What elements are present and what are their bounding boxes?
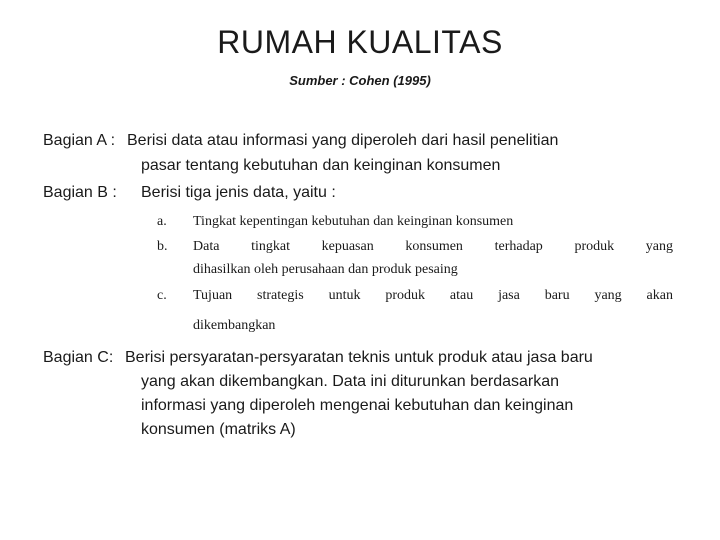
section-a-line-1: Berisi data atau informasi yang diperoleh dari hasil penelitian bbox=[127, 132, 559, 149]
list-marker-a: a. bbox=[157, 214, 167, 229]
source-citation: Sumber : Cohen (1995) bbox=[289, 73, 431, 88]
page-title: RUMAH KUALITAS bbox=[217, 24, 503, 60]
list-item-c-line-1: Tujuan strategis untuk produk atau jasa baru yang akan bbox=[193, 288, 673, 303]
list-item-a: Tingkat kepentingan kebutuhan dan keinginan konsumen bbox=[193, 214, 514, 229]
section-a-line-2: pasar tentang kebutuhan dan keinginan konsumen bbox=[141, 157, 501, 174]
section-a-label: Bagian A : bbox=[43, 132, 116, 149]
list-marker-b: b. bbox=[157, 239, 168, 254]
list-item-b-line-1: Data tingkat kepuasan konsumen terhadap produk yang bbox=[193, 239, 673, 254]
section-c-line-1: Berisi persyaratan-persyaratan teknis untuk produk atau jasa baru bbox=[125, 349, 593, 366]
list-item-c-line-2: dikembangkan bbox=[193, 318, 276, 333]
section-c-label: Bagian C: bbox=[43, 349, 114, 366]
section-c-line-3: informasi yang diperoleh mengenai kebutuhan dan keinginan bbox=[141, 397, 574, 414]
list-marker-c: c. bbox=[157, 288, 167, 303]
section-c-line-2: yang akan dikembangkan. Data ini diturunkan berdasarkan bbox=[141, 373, 560, 390]
section-c-line-4: konsumen (matriks A) bbox=[141, 421, 296, 438]
list-item-b-line-2: dihasilkan oleh perusahaan dan produk pesaing bbox=[193, 262, 458, 277]
section-b-intro: Berisi tiga jenis data, yaitu : bbox=[141, 184, 336, 201]
section-b-label: Bagian B : bbox=[43, 184, 117, 201]
